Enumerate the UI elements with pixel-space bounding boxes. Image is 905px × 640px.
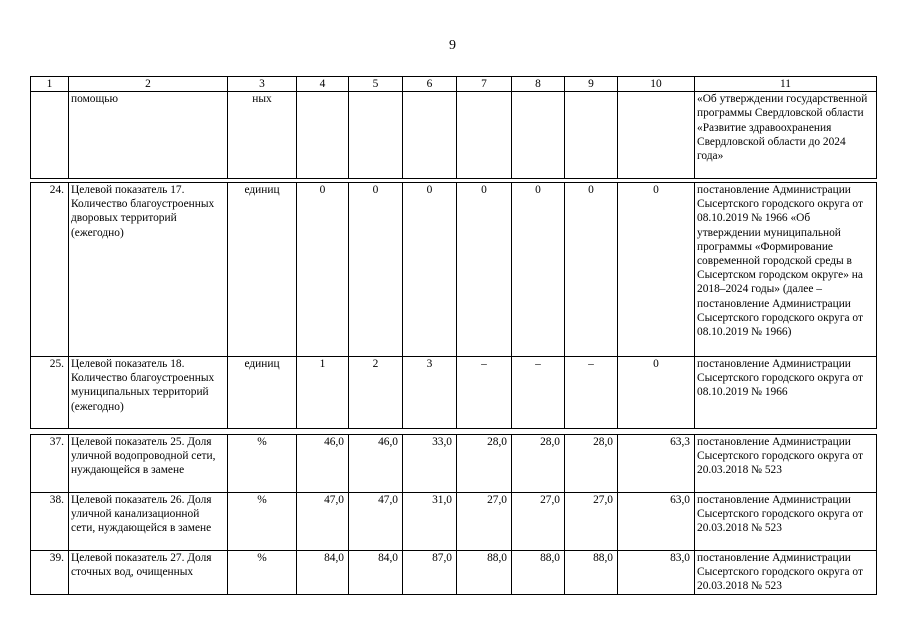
indicator-name: Целевой показатель 18. Количество благоустроенных муниципальных территорий (ежегодно) xyxy=(69,357,228,429)
value-cell: 1 xyxy=(297,357,349,429)
indicator-name: Целевой показатель 27. Доля сточных вод, очищенных xyxy=(69,551,228,595)
table-fragment-bottom xyxy=(30,434,877,595)
indicator-name: помощью xyxy=(69,92,228,179)
column-header: 6 xyxy=(403,77,457,92)
value-cell: 0 xyxy=(618,357,695,429)
value-cell: – xyxy=(457,357,512,429)
value-cell: 28,0 xyxy=(565,435,618,493)
table-row xyxy=(31,435,877,493)
indicator-name: Целевой показатель 25. Доля уличной водопроводной сети, нуждающейся в замене xyxy=(69,435,228,493)
source-document: постановление Администрации Сысертского городского округа от 20.03.2018 № 523 xyxy=(695,551,877,595)
column-header: 7 xyxy=(457,77,512,92)
value-cell: 63,3 xyxy=(618,435,695,493)
unit: % xyxy=(228,493,297,551)
table-row xyxy=(31,357,877,429)
column-header: 3 xyxy=(228,77,297,92)
unit: единиц xyxy=(228,183,297,357)
unit: единиц xyxy=(228,357,297,429)
value-cell xyxy=(565,92,618,179)
value-cell: 84,0 xyxy=(297,551,349,595)
value-cell: 28,0 xyxy=(457,435,512,493)
table-fragment-middle xyxy=(30,182,877,429)
value-cell: 47,0 xyxy=(297,493,349,551)
column-header: 1 xyxy=(31,77,69,92)
value-cell: 27,0 xyxy=(457,493,512,551)
column-header: 4 xyxy=(297,77,349,92)
value-cell: – xyxy=(565,357,618,429)
value-cell: 84,0 xyxy=(349,551,403,595)
value-cell: 27,0 xyxy=(512,493,565,551)
row-number xyxy=(31,92,69,179)
source-document: постановление Администрации Сысертского городского округа от 08.10.2019 № 1966 «Об утверждении муниципальной программы «Формирование современной городской среды в Сысертском городском округе» на 2018–2024 годы» (далее – постановление Администрации Сысертского городского округа от 08.10.2019 № 1966) xyxy=(695,183,877,357)
value-cell xyxy=(512,92,565,179)
value-cell: 83,0 xyxy=(618,551,695,595)
value-cell: 0 xyxy=(403,183,457,357)
value-cell: 88,0 xyxy=(512,551,565,595)
value-cell xyxy=(403,92,457,179)
value-cell: 33,0 xyxy=(403,435,457,493)
table-fragment-top xyxy=(30,76,877,179)
value-cell: 3 xyxy=(403,357,457,429)
table-row xyxy=(31,92,877,179)
value-cell: 31,0 xyxy=(403,493,457,551)
value-cell: 2 xyxy=(349,357,403,429)
value-cell: 27,0 xyxy=(565,493,618,551)
row-number: 37. xyxy=(31,435,69,493)
value-cell: 28,0 xyxy=(512,435,565,493)
row-number: 24. xyxy=(31,183,69,357)
row-number: 39. xyxy=(31,551,69,595)
unit: % xyxy=(228,551,297,595)
value-cell: 0 xyxy=(512,183,565,357)
column-header: 9 xyxy=(565,77,618,92)
value-cell: 87,0 xyxy=(403,551,457,595)
value-cell xyxy=(297,92,349,179)
value-cell xyxy=(457,92,512,179)
row-number: 25. xyxy=(31,357,69,429)
indicator-name: Целевой показатель 17. Количество благоустроенных дворовых территорий (ежегодно) xyxy=(69,183,228,357)
column-header: 11 xyxy=(695,77,877,92)
table-row xyxy=(31,493,877,551)
table-row xyxy=(31,183,877,357)
value-cell: 0 xyxy=(565,183,618,357)
value-cell: 0 xyxy=(457,183,512,357)
value-cell: 88,0 xyxy=(457,551,512,595)
value-cell: 0 xyxy=(349,183,403,357)
value-cell: 46,0 xyxy=(349,435,403,493)
value-cell: 47,0 xyxy=(349,493,403,551)
table-header-row xyxy=(31,77,877,92)
column-header: 10 xyxy=(618,77,695,92)
column-header: 5 xyxy=(349,77,403,92)
source-document: постановление Администрации Сысертского городского округа от 20.03.2018 № 523 xyxy=(695,493,877,551)
page-number: 9 xyxy=(449,38,456,53)
source-document: постановление Администрации Сысертского городского округа от 08.10.2019 № 1966 xyxy=(695,357,877,429)
table-row xyxy=(31,551,877,595)
value-cell: 0 xyxy=(297,183,349,357)
value-cell xyxy=(618,92,695,179)
indicator-name: Целевой показатель 26. Доля уличной канализационной сети, нуждающейся в замене xyxy=(69,493,228,551)
column-header: 2 xyxy=(69,77,228,92)
source-document: постановление Администрации Сысертского городского округа от 20.03.2018 № 523 xyxy=(695,435,877,493)
column-header: 8 xyxy=(512,77,565,92)
value-cell: – xyxy=(512,357,565,429)
source-document: «Об утверждении государственной программы Свердловской области «Развитие здравоохранения Свердловской области до 2024 года» xyxy=(695,92,877,179)
value-cell: 63,0 xyxy=(618,493,695,551)
value-cell xyxy=(349,92,403,179)
row-number: 38. xyxy=(31,493,69,551)
value-cell: 46,0 xyxy=(297,435,349,493)
unit: ных xyxy=(228,92,297,179)
value-cell: 0 xyxy=(618,183,695,357)
value-cell: 88,0 xyxy=(565,551,618,595)
unit: % xyxy=(228,435,297,493)
